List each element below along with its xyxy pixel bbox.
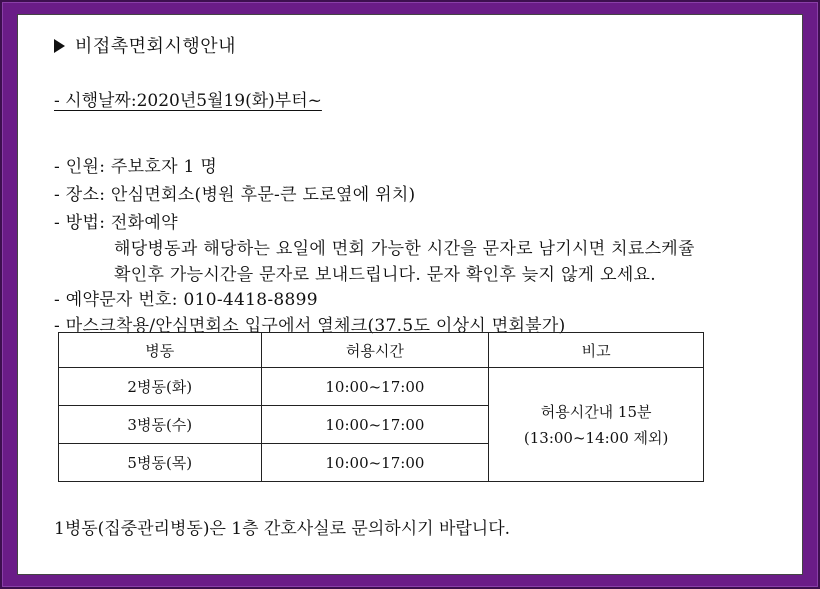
method-line: - 방법: 전화예약 xyxy=(54,213,178,233)
reservation-phone-line: - 예약문자 번호: 010-4418-8899 xyxy=(54,290,318,310)
header-ward: 병동 xyxy=(59,333,262,368)
start-date: - 시행날짜:2020년5월19(화)부터~ xyxy=(54,91,322,111)
note-line-2: (13:00~14:00 제외) xyxy=(523,428,669,447)
footer-note: 1병동(집중관리병동)은 1층 간호사실로 문의하시기 바랍니다. xyxy=(54,519,511,539)
notice-title xyxy=(54,32,236,58)
ward-cell: 2병동(화) xyxy=(59,368,262,406)
table-header-row xyxy=(59,333,704,368)
ward-cell: 3병동(수) xyxy=(59,406,262,444)
visit-schedule-table xyxy=(58,332,704,482)
method-desc-1: 해당병동과 해당하는 요일에 면회 가능한 시간을 문자로 남기시면 치료스케쥴 xyxy=(114,239,695,259)
header-allowed-time: 허용시간 xyxy=(261,333,489,368)
note-cell xyxy=(489,368,704,482)
mask-line: - 마스크착용/안심면회소 입구에서 열체크(37.5도 이상시 면회불가) xyxy=(54,316,566,336)
notice-title-text: 비접촉면회시행안내 xyxy=(75,36,236,57)
time-cell: 10:00~17:00 xyxy=(261,368,489,406)
time-cell: 10:00~17:00 xyxy=(261,444,489,482)
people-line: - 인원: 주보호자 1 명 xyxy=(54,157,218,177)
place-line: - 장소: 안심면회소(병원 후문-큰 도로옆에 위치) xyxy=(54,185,416,205)
ward-cell: 5병동(목) xyxy=(59,444,262,482)
triangle-bullet-icon xyxy=(54,39,65,53)
time-cell: 10:00~17:00 xyxy=(261,406,489,444)
note-line-1: 허용시간내 15분 xyxy=(540,402,652,421)
table-row xyxy=(59,368,704,406)
header-note: 비고 xyxy=(489,333,704,368)
method-desc-2: 확인후 가능시간을 문자로 보내드립니다. 문자 확인후 늦지 않게 오세요. xyxy=(114,265,656,285)
